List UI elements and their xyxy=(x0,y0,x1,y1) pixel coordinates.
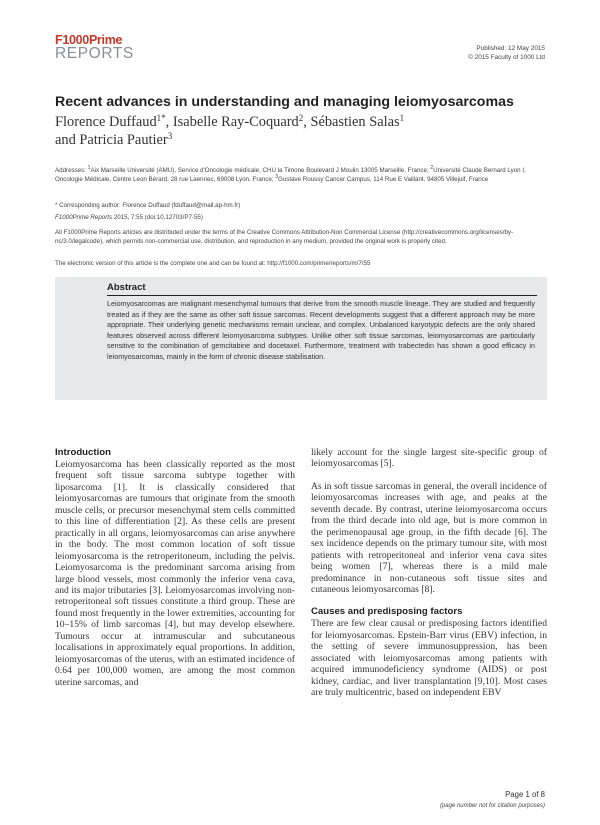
body-column-left xyxy=(55,447,295,688)
address-sup: 2 xyxy=(430,165,434,171)
author-name: and Patricia Pautier xyxy=(55,132,168,148)
author-addresses xyxy=(55,166,547,184)
publication-info xyxy=(345,44,545,62)
page-number: Page 1 of 8 xyxy=(505,790,545,799)
paragraph: Leiomyosarcoma has been classically reported as the most frequent soft tissue sarcoma subtype together with liposarcoma [1]. It is classically considered that leiomyosarcomas are tumours that originate from the smooth muscle cells, or precursor mesenchymal stem cells committed to this line of differentiation [2]. As these cells are present practically in all organs, leiomyosarcomas can arise anywhere in the body. The most common location of soft tissue leiomyosarcoma is the retroperitoneum, including the pelvis. Leiomyosarcoma is the predominant sarcoma arising from large blood vessels, most commonly the inferior vena cava, and its major tributaries [3]. Leiomyosarcomas involving non-retroperitoneal soft tissues constitute a third group. These are found most frequently in the lower extremities, accounting for 10–15% of limb sarcomas [4], but may develop elsewhere. Tumours occur at intramuscular and subcutaneous localisations in approximately equal proportions. In addition, leiomyosarcomas of the uterus, with an estimated incidence of 0.64 per 100,000 women, are among the most common uterine sarcomas, and xyxy=(55,459,295,688)
author-list xyxy=(55,113,555,149)
section-heading-causes: Causes and predisposing factors xyxy=(311,606,463,618)
citation-journal: F1000Prime Reports xyxy=(55,214,113,221)
author-affiliation: 1* xyxy=(156,113,166,123)
author-affiliation: 3 xyxy=(167,131,173,141)
author-name: Sébastien Salas xyxy=(310,114,400,130)
address-text: Aix Marseille Université (AMU), Service d'Oncologie médicale, CHU la Timone Boulevard J Moulin 13005 Marseille, France; xyxy=(90,167,431,174)
author-separator: , xyxy=(303,114,311,130)
citation-details: 2015, 7:55 (doi:10.12703/P7-55) xyxy=(112,214,203,221)
address-text: Gustave Roussy Cancer Campus, 114 Rue E Vaillant, 94805 Villejuif, France xyxy=(278,176,489,184)
author-name: Isabelle Ray-Coquard xyxy=(172,114,299,130)
paragraph: likely account for the single largest site-specific group of leiomyosarcomas [5]. xyxy=(311,447,547,470)
abstract-text: Leiomyosarcomas are malignant mesenchymal tumours that derive from the smooth muscle lineage. They are studied and frequently treated as if they are the same as other soft tissue sarcomas. Recent developments suggest that a different approach may be more appropriate. Their underlying genetic mechanisms remain unclear, and complex. Unbalanced karyotypic defects are the only shared features observed across different leiomyosarcoma subtypes. Unlike other soft tissue sarcomas, leiomyosarcomas are particularly sensitive to the combination of gemcitabine and docetaxel. Furthermore, treatment with trabectedin has shown a good efficacy in leiomyosarcomas, mainly in the form of chronic disease stabilisation. xyxy=(107,299,535,361)
logo-top-text: F1000Prime xyxy=(55,33,123,47)
section-heading-introduction: Introduction xyxy=(55,447,111,458)
logo-bottom-text: REPORTS xyxy=(55,45,134,62)
abstract-box xyxy=(55,277,547,400)
address-sup: 1 xyxy=(87,165,91,171)
published-date: Published: 12 May 2015 xyxy=(476,45,545,52)
abstract-divider xyxy=(107,295,537,296)
body-column-right xyxy=(311,447,547,699)
paragraph: There are few clear causal or predisposing factors identified for leiomyosarcomas. Epstein-Barr virus (EBV) infection, in the setting of severe immunosuppression, has been associated with leiomyosarcomas among patients with acquired immunodeficiency syndrome (AIDS) or post kidney, cardiac, and liver transplantation [9,10]. Most cases are truly multicentric, based on independent EBV xyxy=(311,618,547,699)
author-affiliation: 2 xyxy=(298,113,304,123)
author-name: Florence Duffaud xyxy=(55,114,157,130)
corresponding-author: * Corresponding author: Florence Duffaud (fduffaud@mail.ap-hm.fr) xyxy=(55,202,241,209)
article-title: Recent advances in understanding and managing leiomyosarcomas xyxy=(55,94,514,110)
addresses-label: Addresses: xyxy=(55,167,88,174)
author-separator: , xyxy=(165,114,173,130)
address-sup: 3 xyxy=(275,174,279,181)
page-number-note: (page number not for citation purposes) xyxy=(439,803,545,809)
author-affiliation: 1 xyxy=(399,113,405,123)
address-text: Université Claude Bernard Lyon I, Oncologie Médicale, Centre Leon Bérard, 28 rue Laennec, 69008 Lyon, France; xyxy=(55,167,526,184)
abstract-heading: Abstract xyxy=(107,282,146,293)
paragraph: As in soft tissue sarcomas in general, the overall incidence of leiomyosarcomas increases with age, and peaks at the seventh decade. By contrast, uterine leiomyosarcoma occurs from the third decade into old age, but is more common in the perimenopausal age group, in the fifth decade [6]. The sex incidence depends on the primary tumour site, with most patients with retroperitoneal and inferior vena cava sites being women [7], whereas there is a mild male predominance in non-cutaneous soft tissue sites and cutaneous leiomyosarcomas [8]. xyxy=(311,480,547,595)
license-text: All F1000Prime Reports articles are distributed under the terms of the Creative Commons Attribution-Non Commercial License (http://creativecommons.org/licenses/by-nc/3.0/legalcode), which permits non-commercial use, distribution, and reproduction in any medium, provided the original work is properly cited. xyxy=(55,229,514,246)
journal-logo xyxy=(55,34,165,68)
electronic-version-note: The electronic version of this article is the complete one and can be found at: http://f1000.com/prime/reports/m/7/55 xyxy=(55,260,371,267)
copyright: © 2015 Faculty of 1000 Ltd xyxy=(468,54,545,61)
citation xyxy=(55,213,547,222)
